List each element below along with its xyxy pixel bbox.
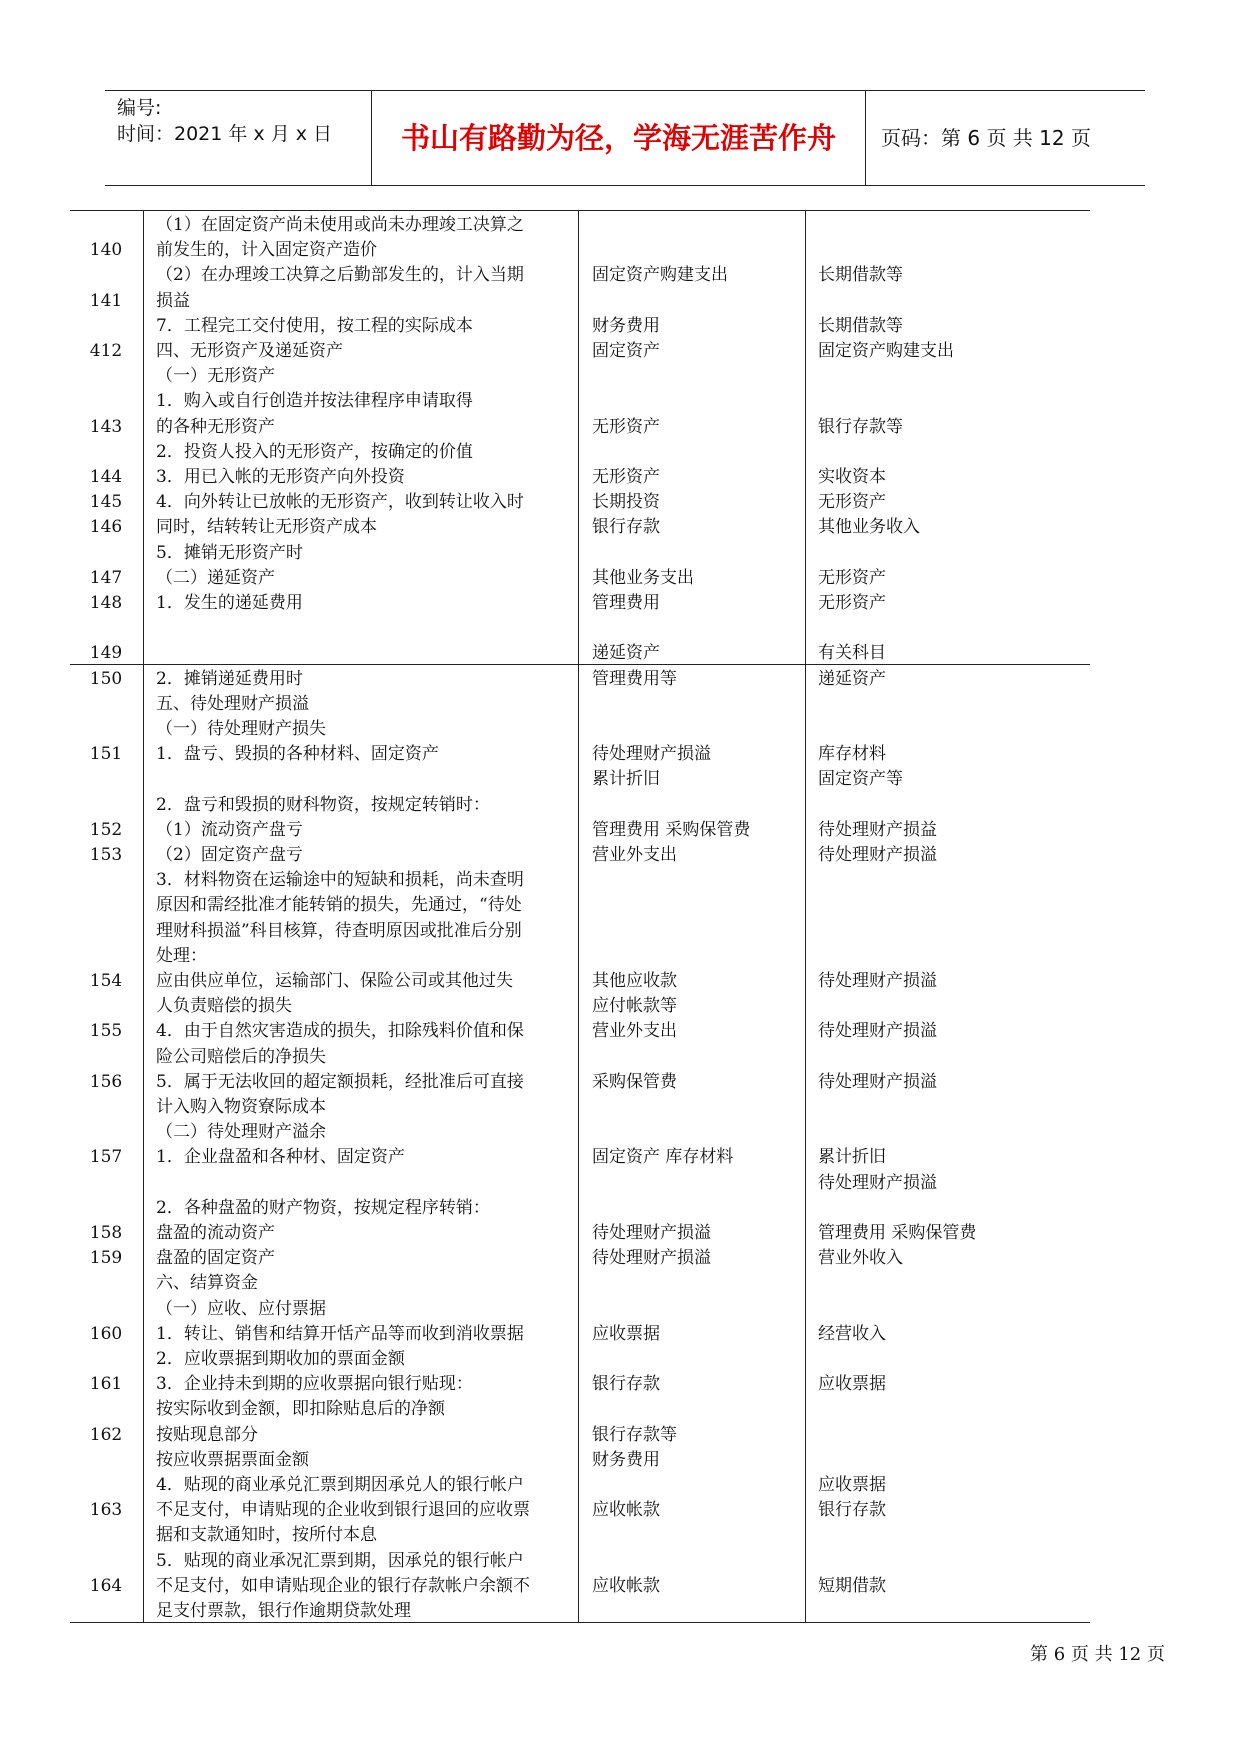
- entry-desc-text: 损益: [156, 290, 190, 311]
- entry-desc-text: 盘盈的固定资产: [156, 1248, 275, 1269]
- entry-desc-text: 5．摊销无形资产时: [156, 542, 303, 563]
- entry-desc-text: 1．企业盘盈和各种材、固定资产: [156, 1147, 405, 1168]
- accounting-entries-table: [70, 210, 1090, 1622]
- entry-debit-text: 银行存款: [592, 517, 660, 538]
- entry-desc-text: 的各种无形资产: [156, 416, 275, 437]
- entry-desc-text: 按贴现息部分: [156, 1424, 258, 1445]
- entry-number: 412: [89, 341, 123, 361]
- entry-desc-text: 计入购入物资寮际成本: [156, 1097, 326, 1117]
- entry-credit-text: 实收资本: [818, 467, 886, 487]
- entry-desc-text: 1．转让、销售和结算开恬产品等而收到消收票据: [156, 1323, 524, 1344]
- entry-debit-text: 其他应收款: [592, 971, 677, 991]
- entry-debit-text: 待处理财产损溢: [592, 744, 711, 765]
- column-divider-1: [143, 210, 144, 1622]
- entry-desc-text: 2．摊销递延费用时: [156, 668, 303, 689]
- entry-number: 155: [89, 1021, 123, 1042]
- entry-credit-text: 待处理财产损溢: [818, 1021, 937, 1042]
- entry-desc-text: 7．工程完工交付使用，按工程的实际成本: [156, 315, 473, 336]
- entry-number: 140: [89, 240, 123, 261]
- entry-desc-text: （1）在固定资产尚未使用或尚未办理竣工决算之: [156, 215, 524, 235]
- entry-desc-text: （2）固定资产盘亏: [156, 845, 303, 865]
- entry-desc-text: 1．发生的递延费用: [156, 593, 303, 613]
- header-meta: [105, 91, 372, 185]
- entry-credit-text: 应收票据: [818, 1374, 886, 1395]
- entry-credit-text: 银行存款等: [818, 416, 903, 437]
- entry-debit-text: 无形资产: [592, 467, 660, 487]
- entry-desc-text: 按应收票据票面金额: [156, 1449, 309, 1470]
- entry-number: 148: [89, 593, 123, 613]
- entry-number: 160: [89, 1323, 123, 1344]
- entry-desc-text: （1）流动资产盘亏: [156, 819, 303, 840]
- entry-credit-text: 应收票据: [818, 1475, 886, 1495]
- entry-desc-text: （2）在办理竣工决算之后勤部发生的，计入当期: [156, 265, 524, 286]
- entry-credit-text: 待处理财产损溢: [818, 971, 937, 991]
- entry-desc-text: （二）递延资产: [156, 567, 275, 588]
- column-divider-3: [805, 210, 806, 1622]
- entry-debit-text: 营业外支出: [592, 1021, 677, 1042]
- entry-credit-text: 长期借款等: [818, 315, 903, 336]
- entry-number: 149: [89, 643, 123, 664]
- entry-number: 159: [89, 1248, 123, 1269]
- entry-debit-text: 财务费用: [592, 1449, 660, 1470]
- entry-credit-text: 有关科目: [818, 643, 886, 664]
- entry-desc-text: 前发生的，计入固定资产造价: [156, 240, 377, 261]
- entry-desc-text: 应由供应单位，运输部门、保险公司或其他过失: [156, 971, 513, 991]
- entry-number: 156: [89, 1071, 123, 1092]
- entry-desc-text: 按实际收到金额，即扣除贴息后的净额: [156, 1399, 445, 1420]
- entry-credit-text: 无形资产: [818, 567, 886, 588]
- entry-debit-text: 长期投资: [592, 492, 660, 513]
- entry-desc-text: 3．材料物资在运输途中的短缺和损耗，尚未查明: [156, 870, 524, 891]
- entry-debit-text: 应付帐款等: [592, 996, 677, 1017]
- time-label: 时间：2021 年 x 月 x 日: [117, 123, 333, 145]
- entry-number: 161: [89, 1374, 123, 1395]
- entry-number: 152: [89, 819, 123, 840]
- entry-desc-text: （二）待处理财产溢余: [156, 1122, 326, 1143]
- entry-debit-text: 银行存款等: [592, 1424, 677, 1445]
- column-divider-2: [578, 210, 579, 1622]
- entry-desc-text: 人负责赔偿的损失: [156, 996, 292, 1017]
- entry-credit-text: 管理费用 采购保管费: [818, 1223, 977, 1243]
- entry-desc-text: 5．贴现的商业承况汇票到期，因承兑的银行帐户: [156, 1550, 524, 1571]
- entry-credit-text: 无形资产: [818, 593, 886, 613]
- entry-credit-text: 累计折旧: [818, 1147, 886, 1168]
- entry-debit-text: 固定资产购建支出: [592, 265, 728, 286]
- entry-debit-text: 其他业务支出: [592, 567, 694, 588]
- entry-credit-text: 长期借款等: [818, 265, 903, 286]
- entry-desc-text: 1．盘亏、毁损的各种材料、固定资产: [156, 744, 439, 765]
- entry-number: 141: [89, 290, 123, 311]
- entry-desc-text: 5．属于无法收回的超定额损耗，经批准后可直接: [156, 1071, 524, 1092]
- entry-debit-text: 管理费用: [592, 593, 660, 613]
- entry-debit-text: 无形资产: [592, 416, 660, 437]
- entry-desc-text: （一）待处理财产损失: [156, 719, 326, 739]
- entry-desc-text: （一）应收、应付票据: [156, 1298, 326, 1319]
- entry-desc-text: （一）无形资产: [156, 366, 275, 387]
- entry-number: 163: [89, 1500, 123, 1521]
- entry-desc-text: 不足支付，如申请贴现企业的银行存款帐户余额不: [156, 1575, 530, 1596]
- entry-credit-text: 短期借款: [818, 1575, 886, 1596]
- entry-debit-text: 待处理财产损溢: [592, 1223, 711, 1243]
- entry-desc-text: 3．企业持未到期的应收票据向银行贴现：: [156, 1374, 473, 1395]
- entry-desc-text: 足支付票款，银行作逾期贷款处理: [156, 1601, 411, 1621]
- entry-desc-text: 同时，结转转让无形资产成本: [156, 517, 377, 538]
- entry-desc-text: 原因和需经批准才能转销的损失，先通过，“待处: [156, 895, 522, 916]
- entry-desc-text: 五、待处理财产损溢: [156, 693, 309, 714]
- entry-credit-text: 待处理财产损溢: [818, 1071, 937, 1092]
- entry-debit-text: 营业外支出: [592, 845, 677, 865]
- entry-debit-text: 递延资产: [592, 643, 660, 664]
- entry-debit-text: 待处理财产损溢: [592, 1248, 711, 1269]
- header-motto: 书山有路勤为径，学海无涯苦作舟: [372, 91, 866, 185]
- entry-credit-text: 递延资产: [818, 668, 886, 689]
- entry-credit-text: 待处理财产损溢: [818, 845, 937, 865]
- entry-desc-text: 4．向外转让已放帐的无形资产，收到转让收入时: [156, 492, 524, 513]
- entry-debit-text: 管理费用等: [592, 668, 677, 689]
- entry-number: 164: [89, 1575, 123, 1596]
- entry-number: 145: [89, 492, 123, 513]
- entry-credit-text: 固定资产购建支出: [818, 341, 954, 361]
- entry-number: 143: [89, 416, 123, 437]
- entry-desc-text: 四、无形资产及递延资产: [156, 341, 343, 361]
- entry-desc-text: 2．投资人投入的无形资产，按确定的价值: [156, 441, 473, 462]
- entry-desc-text: 2．盘亏和毁损的财科物资，按规定转销时：: [156, 794, 490, 815]
- entry-number: 151: [89, 744, 123, 765]
- entry-debit-text: 管理费用 采购保管费: [592, 819, 751, 840]
- number-label: 编号:: [117, 97, 162, 119]
- entry-number: 153: [89, 845, 123, 865]
- table-top-border: [70, 210, 1090, 211]
- entry-desc-text: 理财科损溢”科目核算，待查明原因或批准后分别: [156, 920, 522, 941]
- entry-debit-text: 银行存款: [592, 1374, 660, 1395]
- entry-credit-text: 库存材料: [818, 744, 886, 765]
- entry-number: 147: [89, 567, 123, 588]
- entry-desc-text: 2．应收票据到期收加的票面金额: [156, 1349, 405, 1369]
- entry-credit-text: 营业外收入: [818, 1248, 903, 1269]
- entry-credit-text: 其他业务收入: [818, 517, 920, 538]
- entry-credit-text: 无形资产: [818, 492, 886, 513]
- footer-page-number: 第 6 页 共 12 页: [1030, 1644, 1165, 1665]
- entry-desc-text: 据和支款通知时，按所付本息: [156, 1525, 377, 1546]
- entry-number: 157: [89, 1147, 123, 1168]
- entry-number: 146: [89, 517, 123, 538]
- entry-debit-text: 应收票据: [592, 1323, 660, 1344]
- entry-credit-text: 固定资产等: [818, 769, 903, 790]
- entry-credit-text: 银行存款: [818, 1500, 886, 1521]
- entry-debit-text: 财务费用: [592, 315, 660, 336]
- entry-desc-text: 3．用已入帐的无形资产向外投资: [156, 467, 405, 487]
- entry-desc-text: 4．由于自然灾害造成的损失，扣除残料价值和保: [156, 1021, 524, 1042]
- entry-desc-text: 不足支付，申请贴现的企业收到银行退回的应收票: [156, 1500, 530, 1521]
- entry-desc-text: 盘盈的流动资产: [156, 1223, 275, 1243]
- entry-desc-text: 2．各种盘盈的财产物资，按规定程序转销：: [156, 1197, 490, 1218]
- entry-debit-text: 累计折旧: [592, 769, 660, 790]
- entry-debit-text: 固定资产: [592, 341, 660, 361]
- entry-debit-text: 固定资产 库存材料: [592, 1147, 734, 1168]
- entry-desc-text: 4．贴现的商业承兑汇票到期因承兑人的银行帐户: [156, 1475, 524, 1495]
- entry-desc-text: 处理：: [156, 945, 207, 966]
- entry-number: 150: [89, 668, 123, 689]
- entry-number: 158: [89, 1223, 123, 1243]
- entry-credit-text: 经营收入: [818, 1323, 886, 1344]
- entry-desc-text: 险公司赔偿后的净损失: [156, 1046, 326, 1067]
- entry-debit-text: 应收帐款: [592, 1500, 660, 1521]
- entry-number: 144: [89, 467, 123, 487]
- entry-number: 162: [89, 1424, 123, 1445]
- entry-desc-text: 六、结算资金: [156, 1273, 258, 1294]
- entry-number: 154: [89, 971, 123, 991]
- entry-debit-text: 采购保管费: [592, 1071, 677, 1092]
- entry-debit-text: 应收帐款: [592, 1575, 660, 1596]
- entry-credit-text: 待处理财产损益: [818, 819, 937, 840]
- table-divider: [70, 664, 1090, 665]
- entry-desc-text: 1．购入或自行创造并按法律程序申请取得: [156, 391, 473, 412]
- header-page-label: 页码：第 6 页 共 12 页: [881, 126, 1091, 150]
- page-header: [105, 90, 1145, 186]
- entry-credit-text: 待处理财产损溢: [818, 1172, 937, 1193]
